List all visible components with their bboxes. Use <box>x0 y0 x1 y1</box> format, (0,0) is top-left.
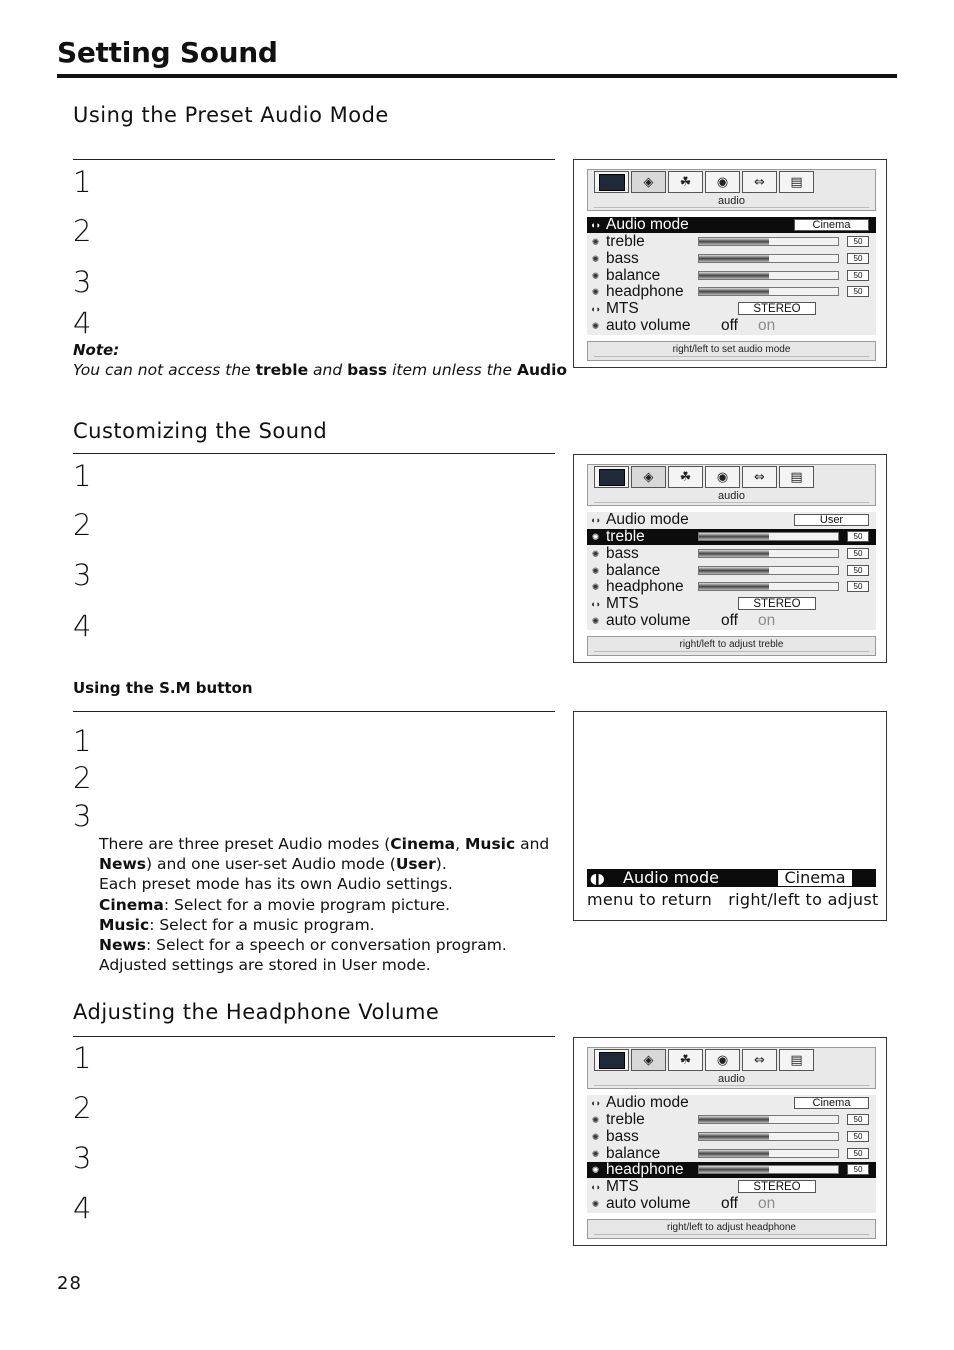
balance-icon: ✺ <box>591 566 600 576</box>
treble-icon: ✺ <box>591 532 600 542</box>
title-rule <box>57 74 897 78</box>
feature-tab-icon: ◉ <box>705 1049 740 1071</box>
menu-row-treble <box>587 529 876 545</box>
auto-volume-off: off <box>721 317 738 334</box>
level-fill <box>699 550 769 557</box>
menu-label: treble <box>606 528 645 545</box>
audio-menu-screen-headphone <box>573 1037 887 1246</box>
auto-volume-icon: ✺ <box>591 1199 600 1209</box>
page-title: Setting Sound <box>57 36 278 69</box>
menu-label: balance <box>606 267 661 284</box>
step-number: 1 <box>73 165 92 199</box>
osd-menu <box>587 1095 876 1213</box>
level-bar <box>698 532 839 541</box>
level-value: 50 <box>847 565 869 576</box>
audio-tab-icon: ◈ <box>631 466 666 488</box>
menu-label: MTS <box>606 300 639 317</box>
menu-row-treble <box>587 234 876 250</box>
osd-tab-bar <box>587 464 876 506</box>
audio-mode-value: User <box>794 514 869 526</box>
step-number: 3 <box>73 558 92 592</box>
section-rule <box>73 159 555 160</box>
step-number: 1 <box>73 1041 92 1075</box>
section-rule <box>73 1036 555 1037</box>
level-fill <box>699 533 769 540</box>
menu-label: bass <box>606 1128 639 1145</box>
picture-tab-icon <box>594 1049 629 1071</box>
feature-tab-icon: ◉ <box>705 466 740 488</box>
mts-icon: ◖◗ <box>590 599 601 609</box>
level-value: 50 <box>847 1131 869 1142</box>
menu-label: treble <box>606 1111 645 1128</box>
lock-tab-icon: ▤ <box>779 1049 814 1071</box>
osd-panel <box>587 169 876 359</box>
level-fill <box>699 272 769 279</box>
level-bar <box>698 1149 839 1158</box>
level-fill <box>699 567 769 574</box>
section-rule <box>73 711 555 712</box>
osd-hint: right/left to set audio mode <box>587 341 876 361</box>
auto-volume-off: off <box>721 1195 738 1212</box>
sm-audio-mode-label: Audio mode <box>623 868 719 887</box>
step-number: 4 <box>73 609 92 643</box>
picture-tab-icon <box>594 171 629 193</box>
page-number: 28 <box>57 1273 82 1294</box>
audio-mode-icon: ◖◗ <box>590 220 601 230</box>
auto-volume-icon: ✺ <box>591 321 600 331</box>
audio-mode-icon: ◖◗ <box>590 515 601 525</box>
step-number: 1 <box>73 459 92 493</box>
step-number: 1 <box>73 724 92 758</box>
channel-tab-icon: ☘ <box>668 1049 703 1071</box>
osd-panel <box>587 464 876 654</box>
level-fill <box>699 1166 769 1173</box>
level-fill <box>699 1150 769 1157</box>
lock-tab-icon: ▤ <box>779 171 814 193</box>
level-bar <box>698 254 839 263</box>
level-value: 50 <box>847 236 869 247</box>
level-fill <box>699 255 769 262</box>
level-bar <box>698 566 839 575</box>
osd-hint: right/left to adjust headphone <box>587 1219 876 1239</box>
sm-audio-mode-screen <box>573 711 887 921</box>
level-bar <box>698 1165 839 1174</box>
menu-label: auto volume <box>606 317 691 334</box>
menu-row-audio-mode <box>587 512 876 528</box>
level-bar <box>698 271 839 280</box>
level-bar <box>698 1132 839 1141</box>
menu-label: Audio mode <box>606 511 689 528</box>
step-number: 4 <box>73 306 92 340</box>
section-title-customizing: Customizing the Sound <box>73 419 328 443</box>
channel-tab-icon: ☘ <box>668 466 703 488</box>
level-value: 50 <box>847 1114 869 1125</box>
bass-icon: ✺ <box>591 254 600 264</box>
menu-row-auto-volume <box>587 318 876 334</box>
level-value: 50 <box>847 1164 869 1175</box>
headphone-icon: ✺ <box>591 582 600 592</box>
step-number: 3 <box>73 1141 92 1175</box>
menu-label: balance <box>606 562 661 579</box>
level-fill <box>699 288 769 295</box>
menu-row-bass <box>587 251 876 267</box>
menu-row-treble <box>587 1112 876 1128</box>
level-value: 50 <box>847 548 869 559</box>
osd-hint: right/left to adjust treble <box>587 636 876 656</box>
level-value: 50 <box>847 531 869 542</box>
sm-audio-mode-bar <box>587 869 876 887</box>
mts-value: STEREO <box>738 302 816 315</box>
mts-value: STEREO <box>738 1180 816 1193</box>
step-number: 3 <box>73 799 92 833</box>
menu-row-balance <box>587 563 876 579</box>
menu-row-balance <box>587 1146 876 1162</box>
menu-row-mts <box>587 1179 876 1195</box>
mts-icon: ◖◗ <box>590 1182 601 1192</box>
auto-volume-off: off <box>721 612 738 629</box>
menu-label: bass <box>606 250 639 267</box>
note-text: You can not access the treble and bass item unless the Audio <box>73 361 568 379</box>
menu-row-mts <box>587 596 876 612</box>
menu-label: headphone <box>606 1161 684 1178</box>
osd-tab-label: audio <box>718 490 745 502</box>
auto-volume-on: on <box>758 612 776 629</box>
audio-tab-icon: ◈ <box>631 1049 666 1071</box>
level-fill <box>699 1133 769 1140</box>
menu-label: auto volume <box>606 612 691 629</box>
setup-tab-icon: ⇔ <box>742 171 777 193</box>
headphone-icon: ✺ <box>591 1165 600 1175</box>
level-bar <box>698 549 839 558</box>
treble-icon: ✺ <box>591 1115 600 1125</box>
setup-tab-icon: ⇔ <box>742 1049 777 1071</box>
osd-tab-bar <box>587 169 876 211</box>
section-title-headphone: Adjusting the Headphone Volume <box>73 1000 440 1024</box>
level-bar <box>698 287 839 296</box>
menu-label: MTS <box>606 1178 639 1195</box>
menu-label: treble <box>606 233 645 250</box>
audio-tab-icon: ◈ <box>631 171 666 193</box>
osd-menu <box>587 512 876 630</box>
section-title-preset: Using the Preset Audio Mode <box>73 103 389 127</box>
menu-row-headphone <box>587 284 876 300</box>
feature-tab-icon: ◉ <box>705 171 740 193</box>
balance-icon: ✺ <box>591 1149 600 1159</box>
menu-label: auto volume <box>606 1195 691 1212</box>
section-title-sm: Using the S.M button <box>73 679 253 697</box>
osd-panel <box>587 1047 876 1237</box>
menu-row-bass <box>587 1129 876 1145</box>
level-value: 50 <box>847 581 869 592</box>
menu-label: Audio mode <box>606 216 689 233</box>
audio-mode-icon: ◖◗ <box>590 871 605 887</box>
channel-tab-icon: ☘ <box>668 171 703 193</box>
level-fill <box>699 583 769 590</box>
headphone-icon: ✺ <box>591 287 600 297</box>
balance-icon: ✺ <box>591 271 600 281</box>
menu-label: headphone <box>606 283 684 300</box>
menu-label: MTS <box>606 595 639 612</box>
level-bar <box>698 1115 839 1124</box>
picture-tab-icon <box>594 466 629 488</box>
osd-menu <box>587 217 876 335</box>
step-number: 3 <box>73 265 92 299</box>
menu-row-headphone <box>587 1162 876 1178</box>
setup-tab-icon: ⇔ <box>742 466 777 488</box>
menu-row-auto-volume <box>587 613 876 629</box>
audio-menu-screen-preset <box>573 159 887 368</box>
level-value: 50 <box>847 1148 869 1159</box>
menu-row-balance <box>587 268 876 284</box>
level-value: 50 <box>847 270 869 281</box>
menu-label: bass <box>606 545 639 562</box>
menu-row-audio-mode <box>587 217 876 233</box>
auto-volume-icon: ✺ <box>591 616 600 626</box>
menu-row-audio-mode <box>587 1095 876 1111</box>
section-rule <box>73 453 555 454</box>
level-value: 50 <box>847 286 869 297</box>
step-number: 2 <box>73 1091 92 1125</box>
bass-icon: ✺ <box>591 1132 600 1142</box>
audio-mode-value: Cinema <box>794 219 869 231</box>
menu-label: headphone <box>606 578 684 595</box>
menu-label: balance <box>606 1145 661 1162</box>
mts-icon: ◖◗ <box>590 304 601 314</box>
step-number: 2 <box>73 761 92 795</box>
menu-row-bass <box>587 546 876 562</box>
audio-modes-description: There are three preset Audio modes (Cinema, Music and News) and one user-set Audio mode (User). Each preset mode has its own Audio settings. Cinema: Select for a movie program picture. Music: Select for a music program. News: Select for a speech or conversation program. Adjusted settings are stored in User mode. <box>99 835 550 975</box>
lock-tab-icon: ▤ <box>779 466 814 488</box>
osd-tab-label: audio <box>718 1073 745 1085</box>
sm-audio-mode-value: Cinema <box>778 870 852 886</box>
sm-hint: menu to return right/left to adjust <box>587 890 879 909</box>
audio-mode-icon: ◖◗ <box>590 1098 601 1108</box>
menu-row-mts <box>587 301 876 317</box>
level-value: 50 <box>847 253 869 264</box>
menu-row-auto-volume <box>587 1196 876 1212</box>
audio-mode-value: Cinema <box>794 1097 869 1109</box>
auto-volume-on: on <box>758 317 776 334</box>
level-bar <box>698 237 839 246</box>
level-bar <box>698 582 839 591</box>
step-number: 2 <box>73 214 92 248</box>
bass-icon: ✺ <box>591 549 600 559</box>
menu-label: Audio mode <box>606 1094 689 1111</box>
audio-menu-screen-treble <box>573 454 887 663</box>
step-number: 2 <box>73 508 92 542</box>
note-label: Note: <box>73 341 120 359</box>
osd-tab-bar <box>587 1047 876 1089</box>
treble-icon: ✺ <box>591 237 600 247</box>
mts-value: STEREO <box>738 597 816 610</box>
level-fill <box>699 238 769 245</box>
auto-volume-on: on <box>758 1195 776 1212</box>
osd-tab-label: audio <box>718 195 745 207</box>
menu-row-headphone <box>587 579 876 595</box>
step-number: 4 <box>73 1191 92 1225</box>
level-fill <box>699 1116 769 1123</box>
